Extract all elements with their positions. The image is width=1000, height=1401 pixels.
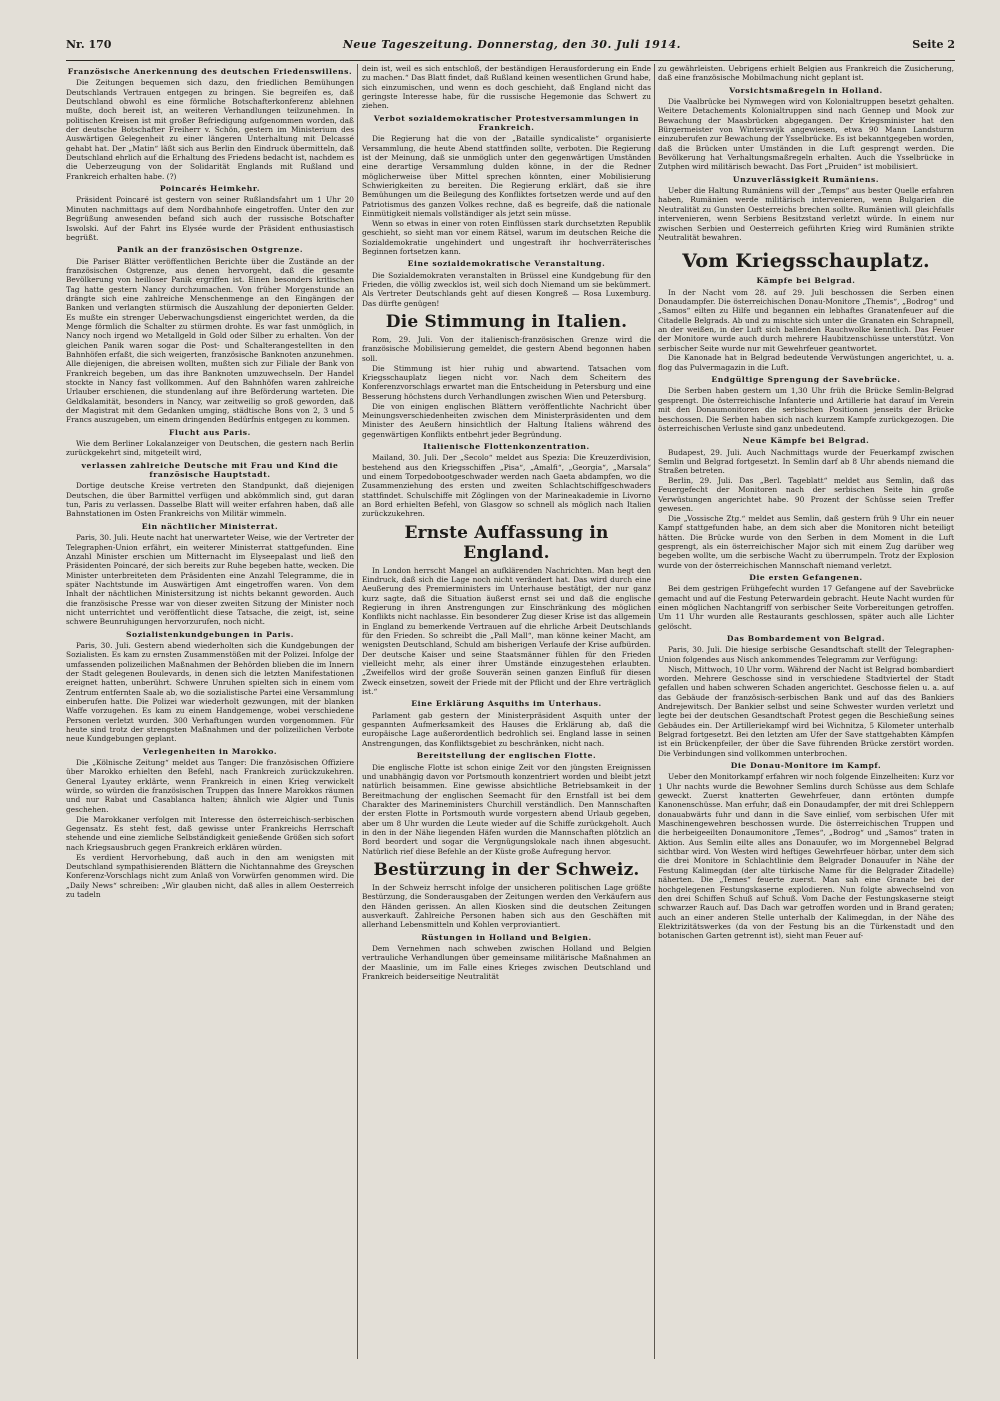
headline-holland-precautions: Vorsichtsmaßregeln in Holland. [729,85,883,95]
headline-flight-paris: Flucht aus Paris. [169,427,251,437]
article-paragraph: Die Stimmung ist hier ruhig und abwartend. Tatsachen vom Kriegsschauplatz liegen nicht vor. Nach dem Scheitern des Konferenzvorschlags erwartet man die Entscheidung in Petersburg und eine Besserung höchstens durch Verhandlungen zwischen Wien und Petersburg. [362,363,651,401]
article-paragraph: Ueber die Haltung Rumäniens will der „Temps“ aus bester Quelle erfahren haben, Rumänien werde militärisch intervenieren, wenn Bulgarien die Neutralität zu Gunsten Oesterreichs brechen sollte. Rumänien will gleichfalls intervenieren, wenn Serbiens Besitzstand verletzt würde. In einem nur zwischen Serbien und Oesterreich geführten Krieg wird Rumänien strikte Neutralität bewahren. [658,186,954,242]
newspaper-title-date: Neue Tageszeitung. Donnerstag, den 30. Juli 1914. [342,38,681,51]
article-paragraph: In London herrscht Mangel an aufklärenden Nachrichten. Man hegt den Eindruck, daß sich die Lage noch nicht verändert hat. Das wird durch eine Aeußerung des Premierministers im Unterhause bestätigt, der nur ganz kurz sagte, daß die Situation äußerst ernst sei und daß die englische Regierung in ihren Anstrengungen zur Einschränkung des möglichen Konflikts nicht nachlasse. Ein besonderer Zug dieser Krise ist das allgemein in England zu bemerkende Vertrauen auf die ehrliche Arbeit Deutschlands für den Frieden. So schreibt die „Pall Mall“, man könne keiner Macht, am wenigsten Deutschland, Schuld am bisherigen Verlaufe der Krise aufbürden. Der deutsche Kaiser und seine Staatsmänner fühlen für den Frieden vielleicht mehr, als einer ihrer Umstände einzugestehen erlaubten. „Zweifellos wird der große Souverän seinen ganzen Einfluß für diesen Zweck einsetzen, soweit der Friede mit der Pflicht und der Ehre verträglich ist.“ [362,565,651,697]
article-paragraph: Die von einigen englischen Blättern veröffentlichte Nachricht über Meinungsverschiedenheiten zwischen dem Ministerpräsidenten und dem Minister des Aeußern hinsichtlich der Haltung Italiens während des gegenwärtigen Konflikts entbehrt jeder Begründung. [362,401,651,439]
headline-england: Ernste Auffassung in England. [404,522,609,563]
masthead [66,38,955,61]
article-paragraph: In der Schweiz herrscht infolge der unsicheren politischen Lage größte Bestürzung, die Sonderausgaben der Zeitungen werden den Verkäufern aus den Händen gerissen. An allen Kiosken sind die deutschen Zeitungen ausverkauft. Zahlreiche Personen haben sich aus den Geschäften mit allerhand Lebensmitteln und Kohlen verproviantiert. [362,882,651,930]
column-3 [658,64,954,1359]
headline-poincare-return: Poincarés Heimkehr. [159,184,261,194]
article-paragraph: Rom, 29. Juli. Von der italienisch-französischen Grenze wird die französische Mobilisierung gemeldet, die gestern Abend begonnen haben soll. [362,335,651,363]
headline-french-recognition: Französische Anerkennung des deutschen Friedenswillens. [67,67,353,76]
headline-morocco: Verlegenheiten in Marokko. [142,746,278,756]
article-paragraph: Die englische Flotte ist schon einige Zeit vor den jüngsten Ereignissen und unabhängig davon vor Portsmouth konzentriert worden und bleibt jetzt natürlich beisammen. Eine gewisse absichtliche Betriebsamkeit in der Bereitmachung der englischen Seemacht für den Ernstfall ist bei dem Charakter des Marineministers Churchill verständlich. Den Mannschaften der ersten Flotte in Portsmouth wurde vorgestern abend Urlaub gegeben, aber um 8 Uhr wurden die Leute wieder auf die Schiffe zurückgeholt. Auch in den in der Nähe liegenden Häfen wurden die Mannschaften plötzlich an Bord beordert und sogar die Vergnügungslokale nach ihnen abgesucht. Natürlich rief diese Befehle an der Küste große Aufregung hervor. [362,762,651,856]
article-paragraph: Die Vaalbrücke bei Nymwegen wird von Kolonialtruppen besetzt gehalten. Weitere Detachements Kolonialtruppen sind nach Gennep und Mook zur Bewachung der Maasbrücken abgegangen. Der Kriegsminister hat den Bürgermeister von Winterswijk angewiesen, etwa 90 Mann Landsturm einzuberufen zur Bewachung der Ysselbrücke. Es ist bekanntgegeben worden, daß die Brücken unter Umständen in die Luft gesprengt werden. Die Bevölkerung hat Verhaltungsmaßregeln erhalten. Auch die Ysselbrücke in Zutphen wird militärisch bewacht. Das Fort „Pruiden“ ist mobilisiert. [658,97,954,172]
article-paragraph: Wenn so etwas in einer von roten Einflüssen stark durchsetzten Republik geschieht, so sieht man vor einem Rätsel, warum im deutschen Reiche die Sozialdemokratie ungehindert und ungestraft ihr hochverräterisches Beginnen fortsetzen kann. [362,219,651,257]
article-paragraph: Nisch, Mittwoch, 10 Uhr vorm. Während der Nacht ist Belgrad bombardiert worden. Mehrere Geschosse sind in verschiedene Stadtviertel der Stadt gefallen und haben schweren Schaden angerichtet. Geschosse fielen u. a. auf das Gebäude der französisch-serbischen Bank und auf das des Bankiers Andrejewitsch. Der Bankier selbst und seine Schwester wurden verletzt und legte bei der deutschen Gesandtschaft Protest gegen die Beschießung seines Gebäudes ein. Der Artilleriekampf wird bei Wichnitza, 5 Kilometer unterhalb Belgrad fortgesetzt. Bei den letzten am Ufer der Save stattgehabten Kämpfen ist ein Brückenpfeiler, der über die Save führenden Brücke zerstört worden. Die Verbindungen sind vollkommen unterbrochen. [658,664,954,758]
column-divider-2 [654,64,655,1359]
subheadline-germans-leave: verlassen zahlreiche Deutsche mit Frau und Kind die französische Hauptstadt. [81,460,339,480]
article-paragraph: Mailand, 30. Juli. Der „Secolo“ meldet aus Spezia: Die Kreuzerdivision, bestehend aus den Kriegsschiffen „Pisa“, „Amalfi“, „Georgia“, „Marsala“ und einem Torpedobootgeschwader werden nach Gaeta abdampfen, wo die Zusammenziehung des ersten und zweiten Schlachtschiffgeschwaders stattfindet. Schulschiffe mit Zöglingen von der Marineakademie in Livorno an Bord erhielten Befehl, von Glasgow so schnell als möglich nach Italien zurückzukehren. [362,453,651,519]
issue-number: Nr. 170 [66,38,112,51]
headline-save-bridge: Endgültige Sprengung der Savebrücke. [711,375,901,385]
article-paragraph: zu gewährleisten. Uebrigens erhielt Belgien aus Frankreich die Zusicherung, daß eine französische Mobilmachung nicht geplant ist. [658,64,954,83]
article-paragraph: In der Nacht vom 28. auf 29. Juli beschossen die Serben einen Donaudampfer. Die österreichischen Donau-Monitore „Themis“, „Bodrog“ und „Samos“ eilten zu Hilfe und begannen ein lebhaftes Granatenfeuer auf die Citadelle Belgrads. Ab und zu mischte sich unter die Granaten ein Schrapnell, an der weißen, in der Luft sich ballenden Rauchwolke kenntlich. Das Feuer der Monitore wurde auch durch mehrere Haubitzenschüsse unterstützt. Von serbischer Seite wurde nur mit Gewehrfeuer geantwortet. [658,287,954,353]
column-2 [362,64,651,1359]
headline-holland-belgium: Rüstungen in Holland und Belgien. [421,932,592,942]
headline-switzerland: Bestürzung in der Schweiz. [373,859,640,880]
headline-battles-belgrade: Kämpfe bei Belgrad. [756,276,856,286]
headline-war-theatre: Vom Kriegsschauplatz. [682,250,930,273]
headline-new-battles: Neue Kämpfe bei Belgrad. [742,436,870,446]
article-paragraph: Parlament gab gestern der Ministerpräsident Asquith unter der gespannten Aufmerksamkeit des Hauses die Erklärung ab, daß die europäische Lage außerordentlich bedrohlich sei. England lasse in seinen Anstrengungen, das Konfliktsgebiet zu beschränken, nicht nach. [362,710,651,748]
article-paragraph: Die Regierung hat die von der „Bataille syndicaliste“ organisierte Versammlung, die heute Abend stattfinden sollte, verboten. Die Regierung ist der Meinung, daß sie unmöglich unter den gegenwärtigen Umständen eine derartige Versammlung dulden könne, in der die Redner möglicherweise über Mittel sprechen könnten, einer Mobilisierung Schwierigkeiten zu bereiten. Die Regierung erklärt, daß sie ihre Bemühungen um die Beilegung des Konfliktes fortsetzen werde und auf den Patriotismus des ganzen Volkes rechne, daß es begreife, daß die nationale Einmütigkeit niemals vollständiger als jetzt sein müsse. [362,134,651,219]
article-paragraph: Die Serben haben gestern um 1,30 Uhr früh die Brücke Semlin-Belgrad gesprengt. Die österreichische Infanterie und Artillerie hat darauf im Verein mit den Donaumonitoren die serbischen Positionen jenseits der Brücke beschossen. Die Serben haben sich nach kurzem Kampfe zurückgezogen. Die österreichischen Verluste sind ganz unbedeutend. [658,386,954,433]
column-divider-1 [357,64,358,1359]
article-paragraph: Berlin, 29. Juli. Das „Berl. Tageblatt“ meldet aus Semlin, daß das Feuergefecht der Monitoren nach der serbischen Seite hin große Verwüstungen angerichtet habe. 90 Prozent der Schüsse seien Treffer gewesen. [658,476,954,514]
headline-romania: Unzuverlässigkeit Rumäniens. [732,174,880,184]
article-paragraph: dein ist, weil es sich entschloß, der beständigen Herausforderung ein Ende zu machen.“ Das Blatt findet, daß Rußland keinen wesentlichen Grund habe, sich einzumischen, und wenn es doch geschieht, daß England nicht das geringste Interesse habe, für die russische Hegemonie das Schwert zu ziehen. [362,64,651,111]
headline-mood-italy: Die Stimmung in Italien. [385,312,628,333]
article-paragraph: Die Pariser Blätter veröffentlichen Berichte über die Zustände an der französischen Ostgrenze, aus denen hervorgeht, daß die gesamte Bevölkerung von heilloser Panik ergriffen ist. Einen besonders kritischen Tag hatte gestern Nancy durchzumachen. Von früher Morgenstunde an drängte sich eine zahlreiche Menschenmenge an den Eingängen der Banken und verlangten stürmisch die Auszahlung der deponierten Gelder. Es mußte ein strenger Ueberwachungsdienst eingerichtet werden, da die Menge förmlich die Schalter zu stürmen drohte. Es war fast unmöglich, in Nancy noch irgend wo Metallgeld in Gold oder Silber zu erhalten. Von der gleichen Panik waren sogar die Post- und Schalterangestellten in den Bahnhöfen erfaßt, die sich weigerten, französische Banknoten anzunehmen. Alle diejenigen, die abreisen wollten, mußten sich zur Filiale der Bank von Frankreich begeben, um das ihre Banknoten umzuwechseln. Der Handel stockte in Nancy fast vollkommen. Auf den Bahnhöfen waren zahlreiche Urlauber erschienen, die stundenlang auf ihre Beförderung warteten. Die Geldkalamität, besonders in Nancy, war zeitweilig so groß geworden, daß der Magistrat mit dem Gedanken umging, städtische Bons von 2, 3 und 5 Francs auszugeben, um einem dringenden Bedürfnis entgegen zu kommen. [66,256,354,425]
article-paragraph: Dem Vernehmen nach schweben zwischen Holland und Belgien vertrauliche Verhandlungen über gemeinsame militärische Maßnahmen an der Maaslinie, um im Falle eines Krieges zwischen Deutschland und Frankreich beiderseitige Neutralität [362,944,651,982]
headline-ban-protests: Verbot sozialdemokratischer Protestversammlungen in Frankreich. [373,113,640,133]
article-paragraph: Die Zeitungen bequemen sich dazu, den friedlichen Bemühungen Deutschlands Vertrauen entgegen zu bringen. Sie begreifen es, daß Deutschland obwohl es eine förmliche Botschafterkonferenz ablehnen mußte, doch bereit ist, an weiteren Verhandlungen teilzunehmen. In politischen Kreisen ist mit großer Befriedigung aufgenommen worden, daß der deutsche Botschafter Freiherr v. Schön, gestern im Ministerium des Auswärtigen Gelegenheit zu einer längeren Unterhaltung mit Delcassé gehabt hat. Der „Matin“ läßt sich aus Berlin den Eindruck übermitteln, daß Deutschland ehrlich auf die Erhaltung des Friedens bedacht ist, nachdem es die Ueberzeugung von der Solidarität Englands mit Rußland und Frankreich erhalten habe. (?) [66,78,354,181]
headline-night-council: Ein nächtlicher Ministerrat. [141,521,279,531]
article-paragraph: Die Kanonade hat in Belgrad bedeutende Verwüstungen angerichtet, u. a. flog das Pulvermagazin in die Luft. [658,353,954,372]
article-paragraph: Dortige deutsche Kreise vertreten den Standpunkt, daß diejenigen Deutschen, die über Barmittel verfügen und abkömmlich sind, gut daran tun, Paris zu verlassen. Dasselbe Blatt will weiter erfahren haben, daß alle Bahnstationen im Osten Frankreichs von Militär wimmeln. [66,481,354,519]
headline-socialist-demos: Sozialistenkundgebungen in Paris. [125,629,295,639]
headline-bombardment: Das Bombardement von Belgrad. [726,634,886,644]
headline-social-event: Eine sozialdemokratische Veranstaltung. [407,259,606,269]
article-paragraph: Paris, 30. Juli. Heute nacht hat unerwarteter Weise, wie der Vertreter der Telegraphen-Union erfährt, ein weiterer Ministerrat stattgefunden. Eine Anzahl Minister erschien um Mitternacht im Elyseepalast und ließ den Präsidenten Poincaré, der sich bereits zur Ruhe begeben hatte, wecken. Die Minister unterbreiteten dem Präsidenten eine Anzahl Telegramme, die in später Nachtstunde im Auswärtigen Amt eingetroffen waren. Von dem Inhalt der nächtlichen Ministersitzung ist nichts bekannt geworden. Auch die französische Presse war von dieser zweiten Sitzung der Minister noch nicht unterrichtet und veröffentlicht diese Tatsache, die zeigt, ist, seine schwere Beunruhigungen hervorzurufen, noch nicht. [66,533,354,627]
article-paragraph: Die Sozialdemokraten veranstalten in Brüssel eine Kundgebung für den Frieden, die völlig zwecklos ist, weil sich doch Niemand um sie bekümmert. Als Vertreter Deutschlands geht auf diesen Kongreß — Rosa Luxemburg. Das dürfte genügen! [362,270,651,308]
column-1 [66,64,354,1359]
article-paragraph: Wie dem Berliner Lokalanzeiger von Deutschen, die gestern nach Berlin zurückgekehrt sind, mitgeteilt wird, [66,439,354,458]
page-number: Seite 2 [912,38,955,51]
headline-monitors: Die Donau-Monitore im Kampf. [730,761,882,771]
article-paragraph: Bei dem gestrigen Frühgefecht wurden 17 Gefangene auf der Savebrücke gemacht und auf die Festung Peterwardein gebracht. Heute Nacht wurden für einen möglichen Nachtangriff von serbischer Seite Vorbereitungen getroffen. Um 11 Uhr wurden alle Restaurants geschlossen, später auch alle Lichter gelöscht. [658,584,954,631]
article-paragraph: Paris, 30. Juli. Die hiesige serbische Gesandtschaft stellt der Telegraphen-Union folgendes aus Nisch ankommendes Telegramm zur Verfügung: [658,645,954,664]
article-paragraph: Budapest, 29. Juli. Auch Nachmittags wurde der Feuerkampf zwischen Semlin und Belgrad fortgesetzt. In Semlin darf ab 8 Uhr abends niemand die Straßen betreten. [658,447,954,476]
article-paragraph: Ueber den Monitorkampf erfahren wir noch folgende Einzelheiten: Kurz vor 1 Uhr nachts wurde die Bewohner Semlins durch Schüsse aus dem Schlafe geweckt. Zuerst knatterten Gewehrfeuer, dann ertönten dumpfe Kanonenschüsse. Man erfuhr, daß ein Donaudampfer, der mit drei Schleppern donauabwärts fuhr und dann in die Save einlief, vom serbischen Ufer mit Maschinengewehren beschossen wurde. Die österreichischen Truppen und die herbeigeeilten Donaumonitore „Temes“, „Bodrog“ und „Samos“ traten in Aktion. Aus Semlin eilte alles ans Donauufer, wo im Morgennebel Belgrad sichtbar wird. Von Westen wird heftiges Gewehrfeuer hörbar, unter dem sich die drei Monitore in Schlachtlinie dem Belgrader Donauufer in Nähe der Festung Kalimegdan (der alte türkische Name für die Belgrader Zitadelle) näherten. Die „Temes“ feuerte zuerst. Man sah eine Granate bei der hochgelegenen Festungskaserne explodieren. Nun folgte abwechselnd von den drei Schiffen Schuß auf Schuß. Vom Dache der Festungskaserne steigt schwarzer Rauch auf. Das Dach war getroffen worden und in Brand geraten; auch an einer anderen Stelle unterhalb der Kalimegdan, in der Nähe des Elektrizitätswerkes (da von der Festung bis an die Türkenstadt und den botanischen Garten getrennt ist), sieht man Feuer auf- [658,772,954,941]
article-paragraph: Es verdient Hervorhebung, daß auch in den am wenigsten mit Deutschland sympathisierenden Blättern die Nichtannahme des Greyschen Konferenz-Vorschlags nicht zum Anlaß von Vorwürfen genommen wird. Die „Daily News“ schreiben: „Wir glauben nicht, daß alles in allem Oesterreich zu tadeln [66,852,354,899]
headline-first-prisoners: Die ersten Gefangenen. [749,573,863,582]
article-paragraph: Paris, 30. Juli. Gestern abend wiederholten sich die Kundgebungen der Sozialisten. Es kam zu ernsten Zusammenstößen mit der Polizei. Infolge der umfassenden polizeilichen Maßnahmen der Behörden blieben die im Innern der Stadt gelegenen Boulevards, in denen sich die letzten Manifestationen ereignet hatten, unberührt. Schwere Unruhen spielten sich in einem vom Zentrum entfernten Saale ab, wo die sozialistische Partei eine Versammlung einberufen hatte. Die Polizei war wiederholt gezwungen, mit der blanken Waffe vorzugehen. Es kam zu einem Handgemenge, wobei verschiedene Personen verletzt wurden. 300 Verhaftungen wurden vorgenommen. Für heute sind trotz der strengsten Maßnahmen und der polizeilichen Verbote neue Kundgebungen geplant. [66,640,354,744]
article-paragraph: Die Marokkaner verfolgen mit Interesse den österreichisch-serbischen Gegensatz. Es steht fest, daß gewisse unter Frankreichs Herrschaft stehende und eine ziemliche Selbständigkeit genießende Größen sich sofort nach Kriegsausbruch gegen Frankreich erklären würden. [66,814,354,852]
article-paragraph: Die „Vossische Ztg.“ meldet aus Semlin, daß gestern früh 9 Uhr ein neuer Kampf stattgefunden habe, an dem sich aber die Monitoren nicht beteiligt hätten. Die Brücke wurde von den Serben in dem Moment in die Luft gesprengt, als ein österreichischer Major sich mit einem Zug darüber weg begeben wollte, um die serbische Wacht zu überrumpeln. Trotz der Explosion wurde von der österreichischen Mannschaft niemand verletzt. [658,513,954,570]
headline-panic-east-border: Panik an der französischen Ostgrenze. [116,245,304,255]
article-paragraph: Die „Kölnische Zeitung“ meldet aus Tanger: Die französischen Offiziere über Marokko erhielten den Befehl, nach Frankreich zurückzukehren. General Lyautey erklärte, wenn Frankreich in einen Krieg verwickelt würde, so würden die französischen Truppen das Innere Marokkos räumen und nur Rabat und Casablanca halten; ähnlich wie Algier und Tunis geschehen. [66,758,354,814]
headline-italian-fleet: Italienische Flottenkonzentration. [423,441,590,451]
headline-english-fleet: Bereitstellung der englischen Flotte. [416,751,597,761]
headline-asquith: Eine Erklärung Asquiths im Unterhaus. [411,699,602,709]
article-paragraph: Präsident Poincaré ist gestern von seiner Rußlandsfahrt um 1 Uhr 20 Minuten nachmittags auf dem Nordbahnhofe eingetroffen. Unter den zur Begrüßung anwesenden befand sich auch der russische Botschafter Iswolski. Auf der Fahrt ins Elysée wurde der Präsident enthusiastisch begrüßt. [66,195,354,242]
